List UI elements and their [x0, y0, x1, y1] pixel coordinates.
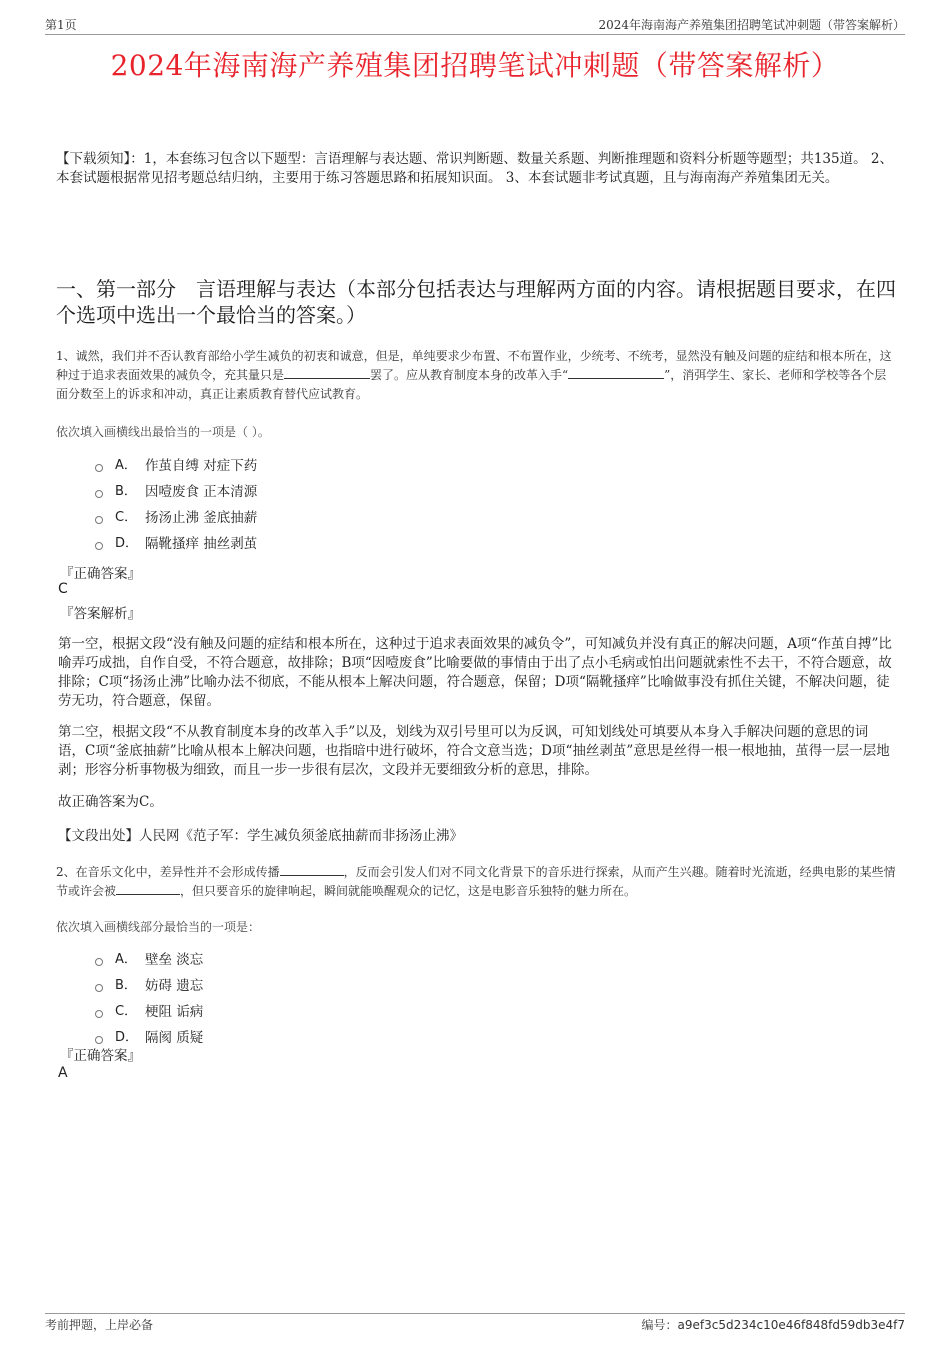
- radio-icon[interactable]: [95, 490, 103, 498]
- page-footer: [45, 1313, 905, 1332]
- footer-slogan: 考前押题，上岸必备: [45, 1318, 154, 1332]
- option-c[interactable]: C． 扬汤止沸 釜底抽薪: [95, 505, 257, 531]
- radio-icon[interactable]: [95, 1036, 103, 1044]
- correct-answer: C: [58, 581, 68, 597]
- section-heading: 一、第一部分 言语理解与表达（本部分包括表达与理解两方面的内容。请根据题目要求，在四个选项中选出一个最恰当的答案。）: [56, 277, 896, 327]
- option-a[interactable]: A． 壁垒 淡忘: [95, 947, 203, 973]
- download-notice: 【下载须知】：1，本套练习包含以下题型：言语理解与表达题、常识判断题、数量关系题、判断推理题和资料分析题等题型；共135道。 2、本套试题根据常见招考题总结归纳，主要用于练习答题思路和拓展知识面。 3、本套试题非考试真题，且与海南海产养殖集团无关。: [56, 151, 893, 186]
- option-d[interactable]: D． 隔阂 质疑: [95, 1025, 203, 1051]
- analysis-paragraph: 第一空，根据文段“没有触及问题的症结和根本所在，这种过于追求表面效果的减负令”，可知减负并没有真正的解决问题，A项“作茧自搏”比喻弄巧成拙，自作自受，不符合题意，故排除；B项“因噎废食”比喻要做的事情由于出了点小毛病或怕出问题就索性不去干，不符合题意，故排除；C项“扬汤止沸”比喻办法不彻底，不能从根本上解决问题，符合题意，保留；D项“隔靴搔痒”比喻做事没有抓住关键，不解决问题，徒劳无功，符合题意，保留。: [58, 636, 892, 709]
- option-a[interactable]: A． 作茧自缚 对症下药: [95, 453, 257, 479]
- radio-icon[interactable]: [95, 984, 103, 992]
- page-header: [45, 16, 905, 35]
- question-1-text: 1、诚然，我们并不否认教育部给小学生减负的初衷和诚意，但是，单纯要求少布置、不布置作业，少统考、不统考，显然没有触及问题的症结和根本所在，这种过于追求表面效果的减负令，充其量只是 罢了。应从教育制度本身的改革入手“ ”，消弭学生、家长、老师和学校等各个层面分数至上的诉求和冲动，真正让素质教育替代应试教育。: [56, 349, 892, 401]
- correct-answer: A: [58, 1065, 68, 1081]
- source-citation: 【文段出处】人民网《范子军：学生减负须釜底抽薪而非扬汤止沸》: [58, 828, 463, 844]
- question-2-instruction: 依次填入画横线部分最恰当的一项是：: [56, 920, 261, 934]
- option-c[interactable]: C． 梗阻 诟病: [95, 999, 203, 1025]
- analysis-conclusion: 故正确答案为C。: [58, 794, 163, 810]
- analysis-paragraph: 第二空，根据文段“不从教育制度本身的改革入手”以及，划线为双引号里可以为反讽，可知划线处可填要从本身入手解决问题的意思的词语，C项“釜底抽薪”比喻从根本上解决问题，也指暗中进行破坏，符合文意当选；D项“抽丝剥茧”意思是丝得一根一根地抽，茧得一层一层地剥；形容分析事物极为细致，而且一步一步很有层次，文段并无要细致分析的意思，排除。: [58, 724, 890, 778]
- correct-answer-label: 『正确答案』: [60, 566, 141, 582]
- answer-blank: [116, 882, 180, 895]
- question-2-options: [95, 947, 203, 1051]
- option-b[interactable]: B． 因噎废食 正本清源: [95, 479, 257, 505]
- correct-answer-label: 『正确答案』: [60, 1048, 141, 1064]
- analysis-label: 『答案解析』: [60, 606, 141, 622]
- question-2-text: 2、在音乐文化中，差异性并不会形成传播 ，反而会引发人们对不同文化背景下的音乐进行探索，从而产生兴趣。随着时光流逝，经典电影的某些情节或许会被 ，但只要音乐的旋律响起，瞬间就能唤醒观众的记忆，这是电影音乐独特的魅力所在。: [56, 865, 896, 898]
- header-doc-title: 2024年海南海产养殖集团招聘笔试冲刺题（带答案解析）: [598, 18, 905, 32]
- document-title: 2024年海南海产养殖集团招聘笔试冲刺题（带答案解析）: [110, 49, 840, 82]
- answer-blank: [568, 366, 664, 379]
- radio-icon[interactable]: [95, 516, 103, 524]
- answer-blank: [284, 366, 370, 379]
- question-1-instruction: 依次填入画横线出最恰当的一项是（ ）。: [56, 425, 270, 439]
- answer-blank: [280, 863, 344, 876]
- radio-icon[interactable]: [95, 958, 103, 966]
- radio-icon[interactable]: [95, 464, 103, 472]
- radio-icon[interactable]: [95, 1010, 103, 1018]
- radio-icon[interactable]: [95, 542, 103, 550]
- document-code: 编号：a9ef3c5d234c10e46f848fd59db3e4f7: [641, 1318, 905, 1332]
- page-number: 第1页: [45, 18, 77, 32]
- question-1-options: [95, 453, 257, 557]
- option-b[interactable]: B． 妨碍 遗忘: [95, 973, 203, 999]
- option-d[interactable]: D． 隔靴搔痒 抽丝剥茧: [95, 531, 257, 557]
